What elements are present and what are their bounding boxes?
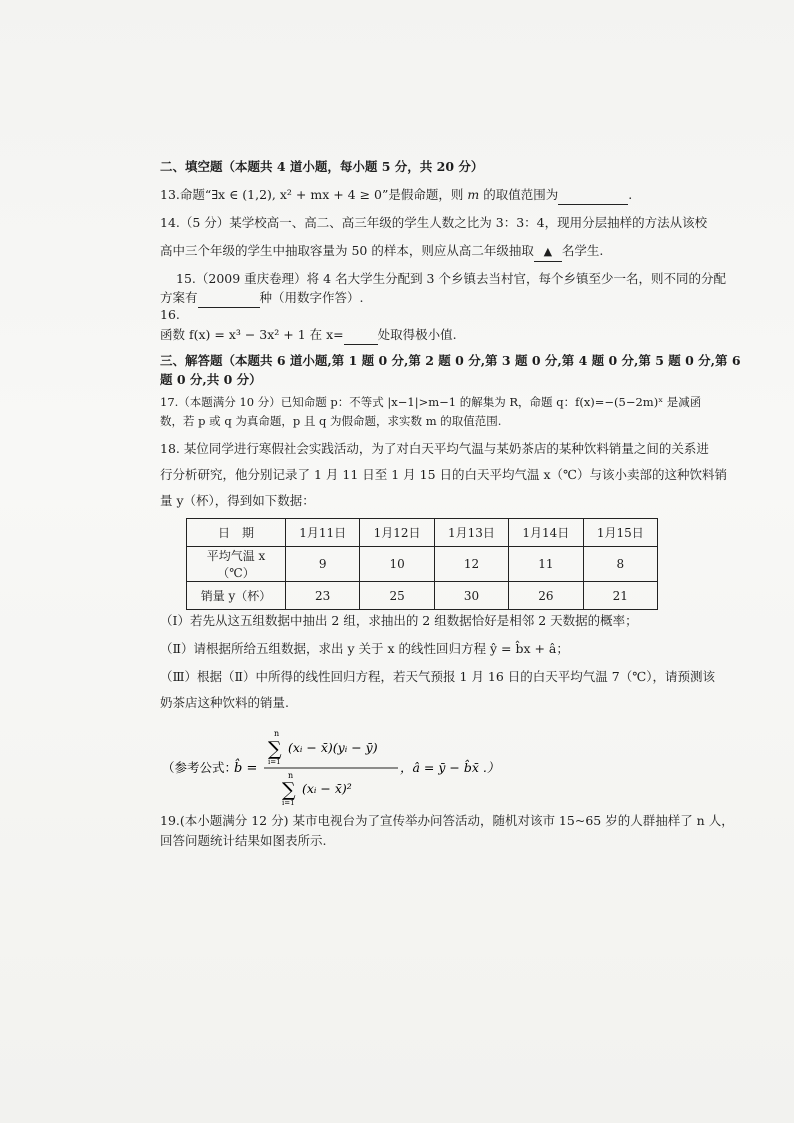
q13-var: m (467, 187, 480, 202)
section-3-heading-line1: 三、解答题（本题共 6 道小题,第 1 题 0 分,第 2 题 0 分,第 3 题 0 分,第 4 题 0 分,第 5 题 0 分,第 6 (160, 353, 741, 368)
formula-b-hat: b̂ = (234, 761, 258, 776)
question-18-part1: （Ⅰ）若先从这五组数据中抽出 2 组，求抽出的 2 组数据恰好是相邻 2 天数据的概率； (160, 613, 638, 628)
denominator-sigma-lower: i=1 (282, 799, 295, 807)
table-cell: 销量 y（杯） (187, 582, 286, 610)
table-header-cell: 1月13日 (434, 519, 508, 547)
denominator-term: (xᵢ − x̄)² (302, 781, 352, 796)
section-2-heading: 二、填空题（本题共 4 道小题，每小题 5 分，共 20 分） (160, 159, 484, 174)
question-19-line2: 回答问题统计结果如图表所示. (160, 833, 327, 848)
triangle-marker-icon: ▲ (534, 243, 562, 262)
q15-text-a: 方案有 (160, 290, 198, 305)
question-18-part3-line2: 奶茶店这种饮料的销量. (160, 695, 289, 710)
table-header-cell: 日 期 (187, 519, 286, 547)
question-17-line1: 17.（本题满分 10 分）已知命题 p：不等式 |x−1|>m−1 的解集为 R，命题 q：f(x)=−(5−2m)ˣ 是减函 (160, 395, 702, 409)
table-header-cell: 1月12日 (360, 519, 434, 547)
question-18-line1: 18. 某位同学进行寒假社会实践活动，为了对白天平均气温与某奶茶店的某种饮料销量之间的关系进 (160, 441, 709, 456)
numerator-sigma-upper: n (274, 729, 280, 738)
q13-answer-blank (558, 186, 628, 205)
formula-prefix: （参考公式： (162, 760, 238, 775)
table-header-cell: 1月15日 (583, 519, 657, 547)
q14-text-b: 名学生. (561, 243, 604, 258)
table-cell: 26 (509, 582, 583, 610)
question-19-line1: 19.(本小题满分 12 分) 某市电视台为了宣传举办问答活动，随机对该市 15~65 岁的人群抽样了 n 人， (160, 813, 734, 828)
table-cell: 23 (286, 582, 360, 610)
table-cell: 25 (360, 582, 434, 610)
question-17-line2: 数，若 p 或 q 为真命题，p 且 q 为假命题，求实数 m 的取值范围. (160, 414, 502, 428)
table-cell: 8 (583, 547, 657, 582)
table-cell: 30 (434, 582, 508, 610)
q13-text-a: 13.命题“∃x ∈ (1,2), x² + mx + 4 ≥ 0”是假命题，则 (160, 187, 468, 202)
question-18-line2: 行分析研究，他分别记录了 1 月 11 日至 1 月 15 日的白天平均气温 x（℃）与该小卖部的这种饮料销 (160, 467, 728, 482)
table-row (187, 582, 658, 610)
q15-text-b: 种（用数字作答）. (259, 290, 364, 305)
question-16-text (160, 326, 680, 345)
table-header-cell: 1月14日 (509, 519, 583, 547)
denominator-sigma-upper: n (288, 771, 294, 780)
question-16-number: 16. (160, 307, 180, 322)
question-13 (160, 186, 680, 205)
table-cell: 10 (360, 547, 434, 582)
formula-a-hat: ，â = ȳ − b̂x̄ .） (400, 760, 500, 775)
temperature-sales-table (186, 518, 658, 610)
question-14-line1: 14.（5 分）某学校高一、高二、高三年级的学生人数之比为 3：3：4，现用分层抽样的方法从该校 (160, 215, 708, 230)
question-18-part3-line1: （Ⅲ）根据（Ⅱ）中所得的线性回归方程，若天气预报 1 月 16 日的白天平均气温 7（℃），请预测该 (160, 669, 715, 684)
question-18-part2: （Ⅱ）请根据所给五组数据，求出 y 关于 x 的线性回归方程 ŷ = b̂x + â； (160, 641, 569, 656)
q16-text-b: 处取得极小值. (377, 327, 457, 342)
q14-text-a: 高中三个年级的学生中抽取容量为 50 的样本，则应从高二年级抽取 (160, 243, 534, 258)
question-15-line1: 15.（2009 重庆卷理）将 4 名大学生分配到 3 个乡镇去当村官，每个乡镇至少一名，则不同的分配 (176, 271, 726, 286)
q16-answer-blank (344, 326, 378, 345)
denominator-sigma-icon: ∑ (282, 779, 296, 801)
table-row (187, 547, 658, 582)
formula-drawing (160, 728, 680, 808)
question-14-line2 (160, 242, 680, 262)
table-cell: 11 (509, 547, 583, 582)
table-cell: 9 (286, 547, 360, 582)
numerator-term: (xᵢ − x̄)(yᵢ − ȳ) (288, 740, 378, 755)
table-cell: 12 (434, 547, 508, 582)
table-header-cell: 1月11日 (286, 519, 360, 547)
section-3-heading-line2: 题 0 分,共 0 分） (160, 372, 262, 387)
regression-formula (160, 728, 680, 808)
numerator-sigma-icon: ∑ (268, 738, 282, 760)
table-header-row (187, 519, 658, 547)
table-cell: 平均气温 x（℃） (187, 547, 286, 582)
numerator-sigma-lower: i=1 (268, 758, 281, 766)
question-18-line3: 量 y（杯），得到如下数据： (160, 493, 315, 508)
q16-text-a: 函数 f(x) = x³ − 3x² + 1 在 x= (160, 327, 344, 342)
table-cell: 21 (583, 582, 657, 610)
q13-text-c: . (628, 187, 633, 202)
q13-text-b: 的取值范围为 (479, 187, 559, 202)
